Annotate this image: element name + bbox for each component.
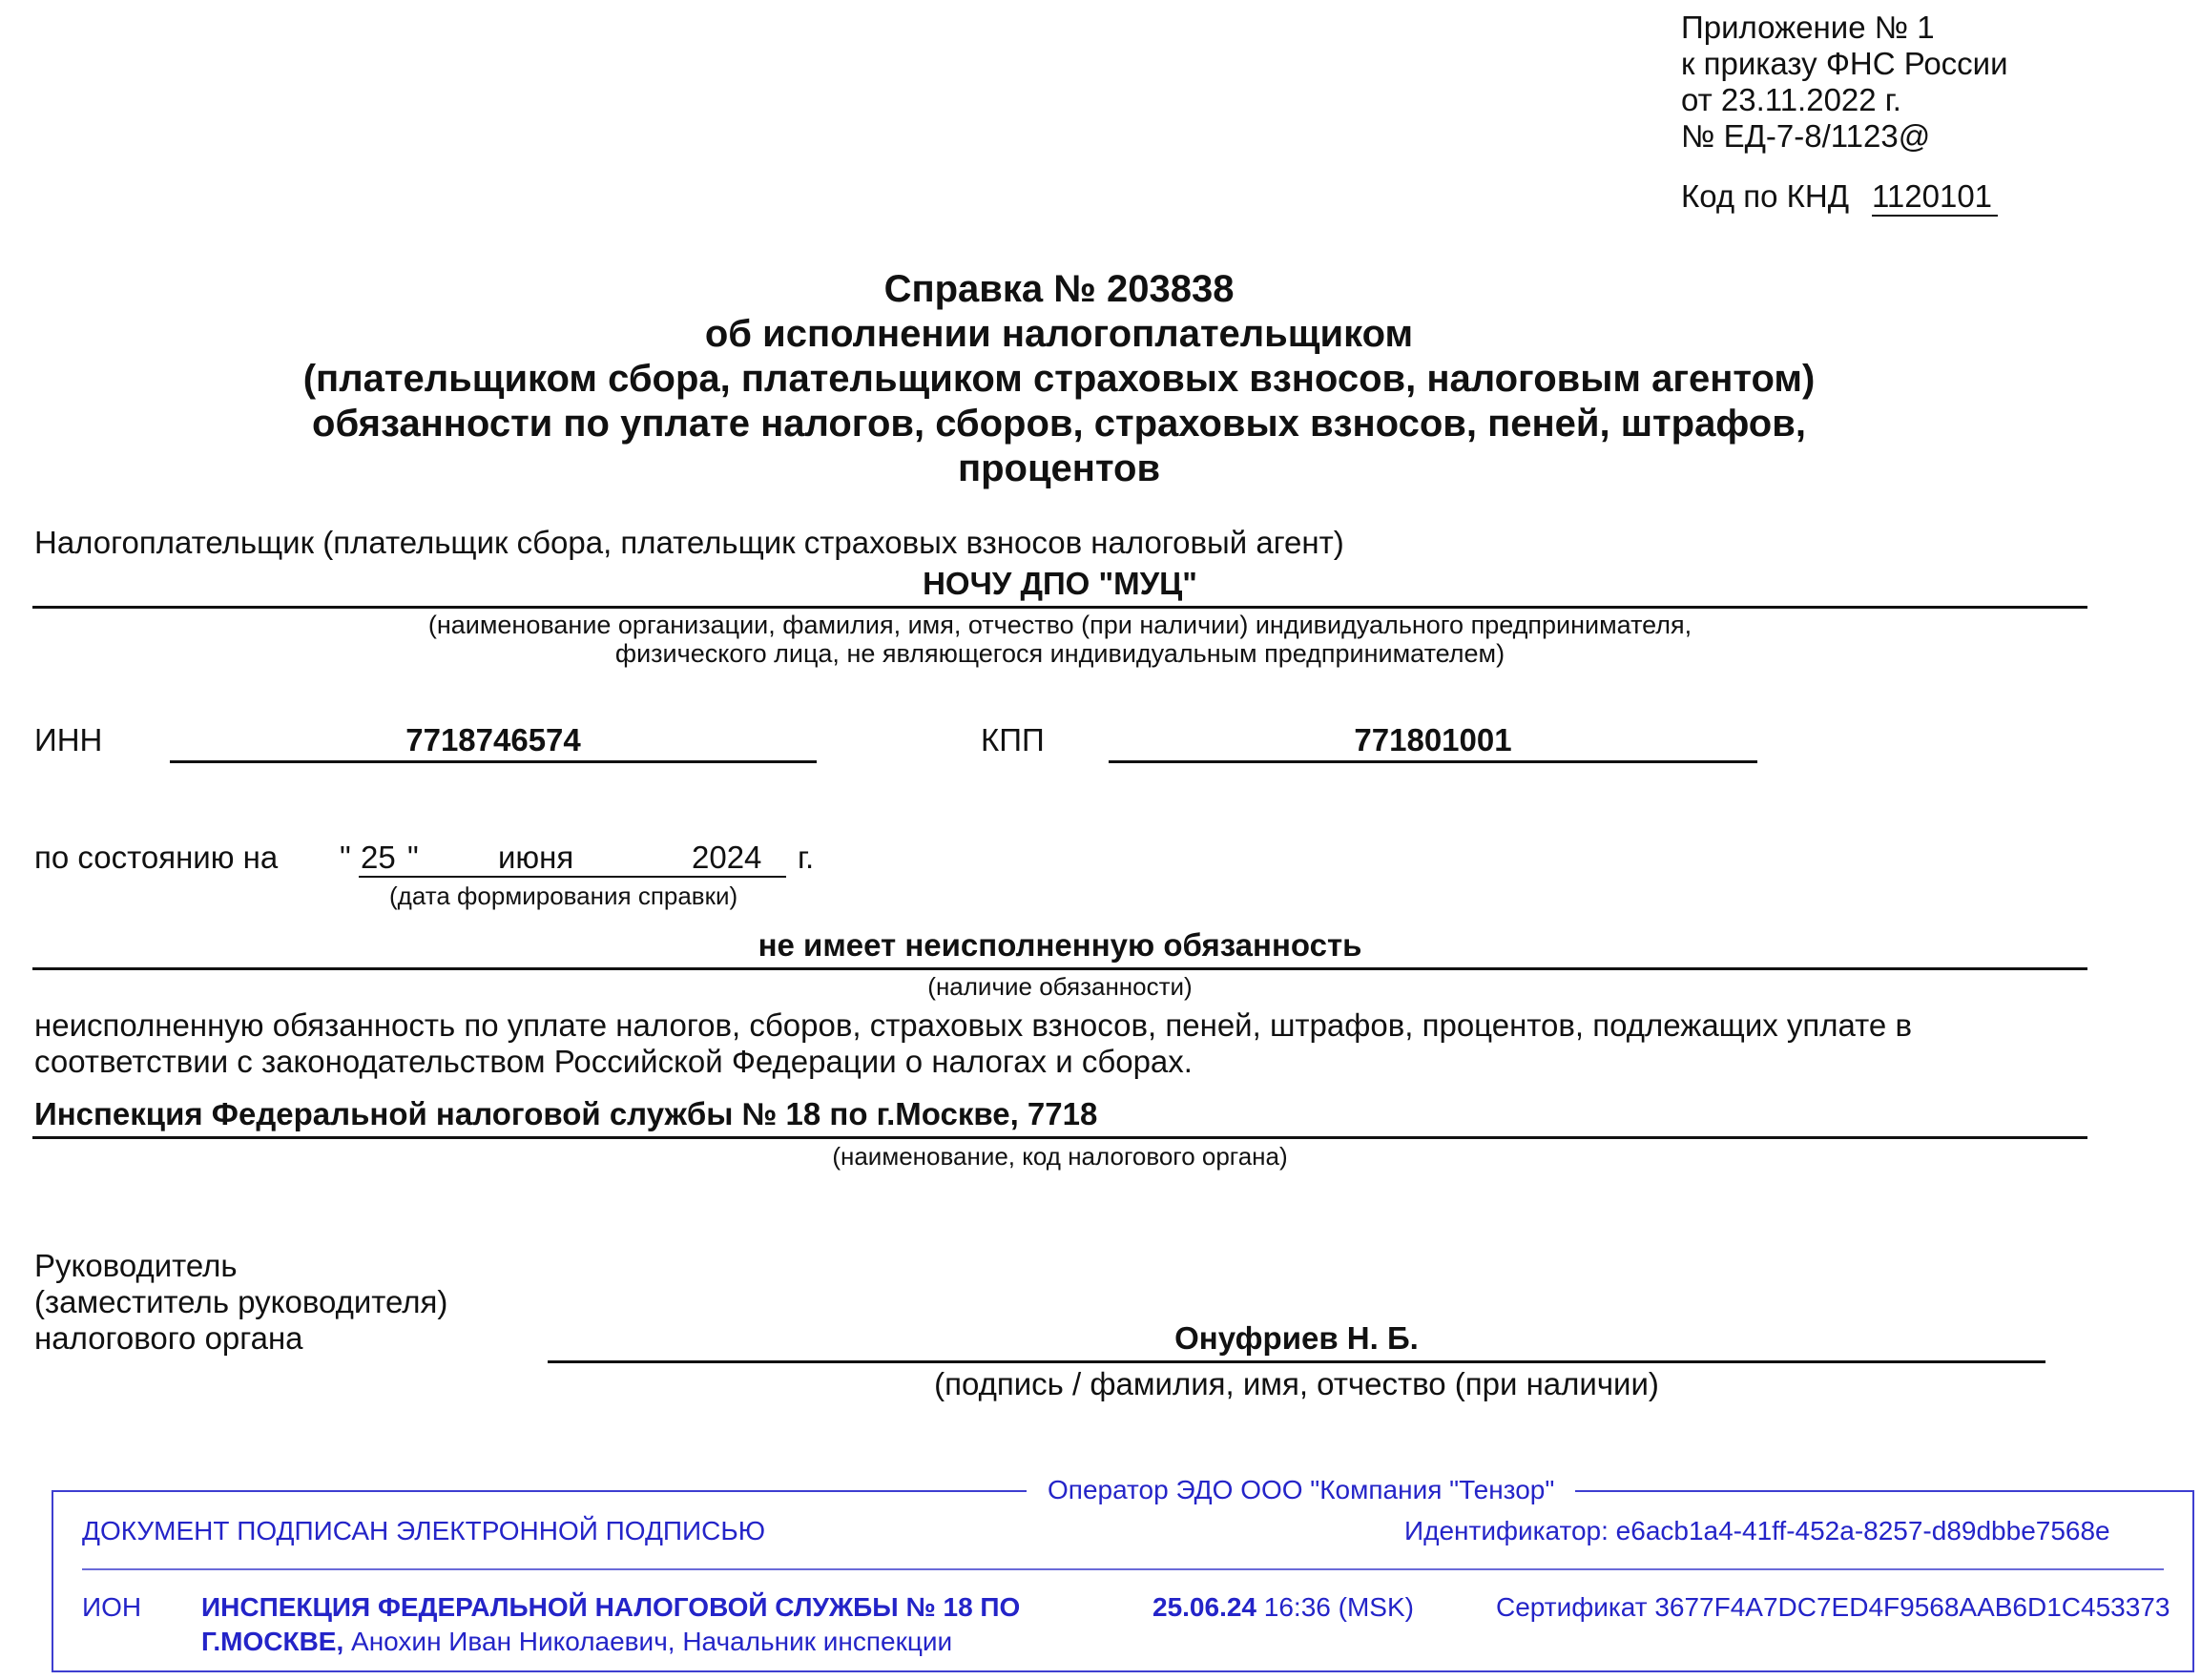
taxpayer-caption: физического лица, не являющегося индивидуальным предпринимателем) [614,639,1505,668]
divider [32,967,2087,970]
head-name: Онуфриев Н. Б. [1174,1320,1419,1356]
date-month: июня [498,840,574,875]
stamp-operator: Оператор ЭДО ООО "Компания "Тензор" [1027,1474,1575,1505]
authority-caption: (наименование, код налогового органа) [832,1142,1288,1171]
stamp-divider [82,1568,2164,1570]
title-line: Справка № 203838 [883,268,1235,310]
stamp-org-city: Г.МОСКВЕ, [201,1627,344,1656]
head-label: Руководитель [34,1248,238,1283]
date-underline [359,876,786,878]
kpp-underline [1109,760,1757,763]
title-line: процентов [957,447,1161,489]
date-label: по состоянию на [34,840,279,875]
stamp-signer [201,1626,952,1657]
taxpayer-caption: (наименование организации, фамилия, имя, отчество (при наличии) индивидуального предпринимателя, [427,611,1692,639]
stamp-signer-name: Анохин Иван Николаевич, Начальник инспекции [343,1627,953,1656]
kpp-value: 771801001 [1354,722,1512,757]
divider [32,1136,2087,1139]
date-year: 2024 [692,840,762,875]
stamp-identifier: Идентификатор: e6acb1a4-41ff-452a-8257-d89dbbe7568e [1404,1516,2110,1545]
status-value: не имеет неисполненную обязанность [758,927,1362,963]
signature-line [548,1360,2045,1363]
stamp-signed: ДОКУМЕНТ ПОДПИСАН ЭЛЕКТРОННОЙ ПОДПИСЬЮ [82,1516,766,1545]
taxpayer-label: Налогоплательщик (плательщик сбора, плательщик страховых взносов налоговый агент) [34,525,1344,560]
date-year-suffix: г. [798,840,815,875]
inn-value: 7718746574 [405,722,581,757]
date-day: 25 [361,840,396,875]
status-text: соответствии с законодательством Российской Федерации о налогах и сборах. [34,1044,1193,1079]
title-line: (плательщиком сбора, плательщиком страховых взносов, налоговым агентом) [302,358,1816,400]
stamp-ion: ИОН [82,1592,142,1622]
divider [32,606,2087,609]
annex-line: Приложение № 1 [1681,10,1935,45]
annex-line: к приказу ФНС России [1681,46,2008,81]
inn-label: ИНН [34,722,103,757]
stamp-datetime [1152,1591,1414,1623]
head-label: (заместитель руководителя) [34,1284,448,1319]
date-quote-open: " [340,840,351,875]
inn-underline [170,760,817,763]
stamp-org: ИНСПЕКЦИЯ ФЕДЕРАЛЬНОЙ НАЛОГОВОЙ СЛУЖБЫ № 18 ПО [201,1592,1021,1622]
authority-name: Инспекция Федеральной налоговой службы № 18 по г.Москве, 7718 [34,1096,1098,1131]
taxpayer-name: НОЧУ ДПО "МУЦ" [923,566,1197,601]
stamp-date: 25.06.24 [1152,1592,1256,1622]
title-line: обязанности по уплате налогов, сборов, страховых взносов, пеней, штрафов, [312,403,1806,445]
kpp-label: КПП [981,722,1045,757]
date-caption: (дата формирования справки) [389,881,738,910]
knd-value: 1120101 [1872,178,1998,217]
status-text: неисполненную обязанность по уплате налогов, сборов, страховых взносов, пеней, штрафов, процентов, подлежащих уплате в [34,1007,1912,1043]
head-caption: (подпись / фамилия, имя, отчество (при наличии) [934,1366,1659,1401]
date-quote-close: " [407,840,419,875]
annex-line: № ЕД-7-8/1123@ [1681,118,1931,154]
annex-line: от 23.11.2022 г. [1681,82,1901,117]
head-label: налогового органа [34,1320,303,1356]
status-caption: (наличие обязанности) [927,972,1193,1001]
stamp-certificate: Сертификат 3677F4A7DC7ED4F9568AAB6D1C453373 [1496,1592,2170,1622]
e-signature-stamp [52,1475,2194,1672]
stamp-time: 16:36 (MSK) [1256,1592,1414,1622]
knd-label: Код по КНД [1681,178,1850,214]
title-line: об исполнении налогоплательщиком [704,313,1414,355]
